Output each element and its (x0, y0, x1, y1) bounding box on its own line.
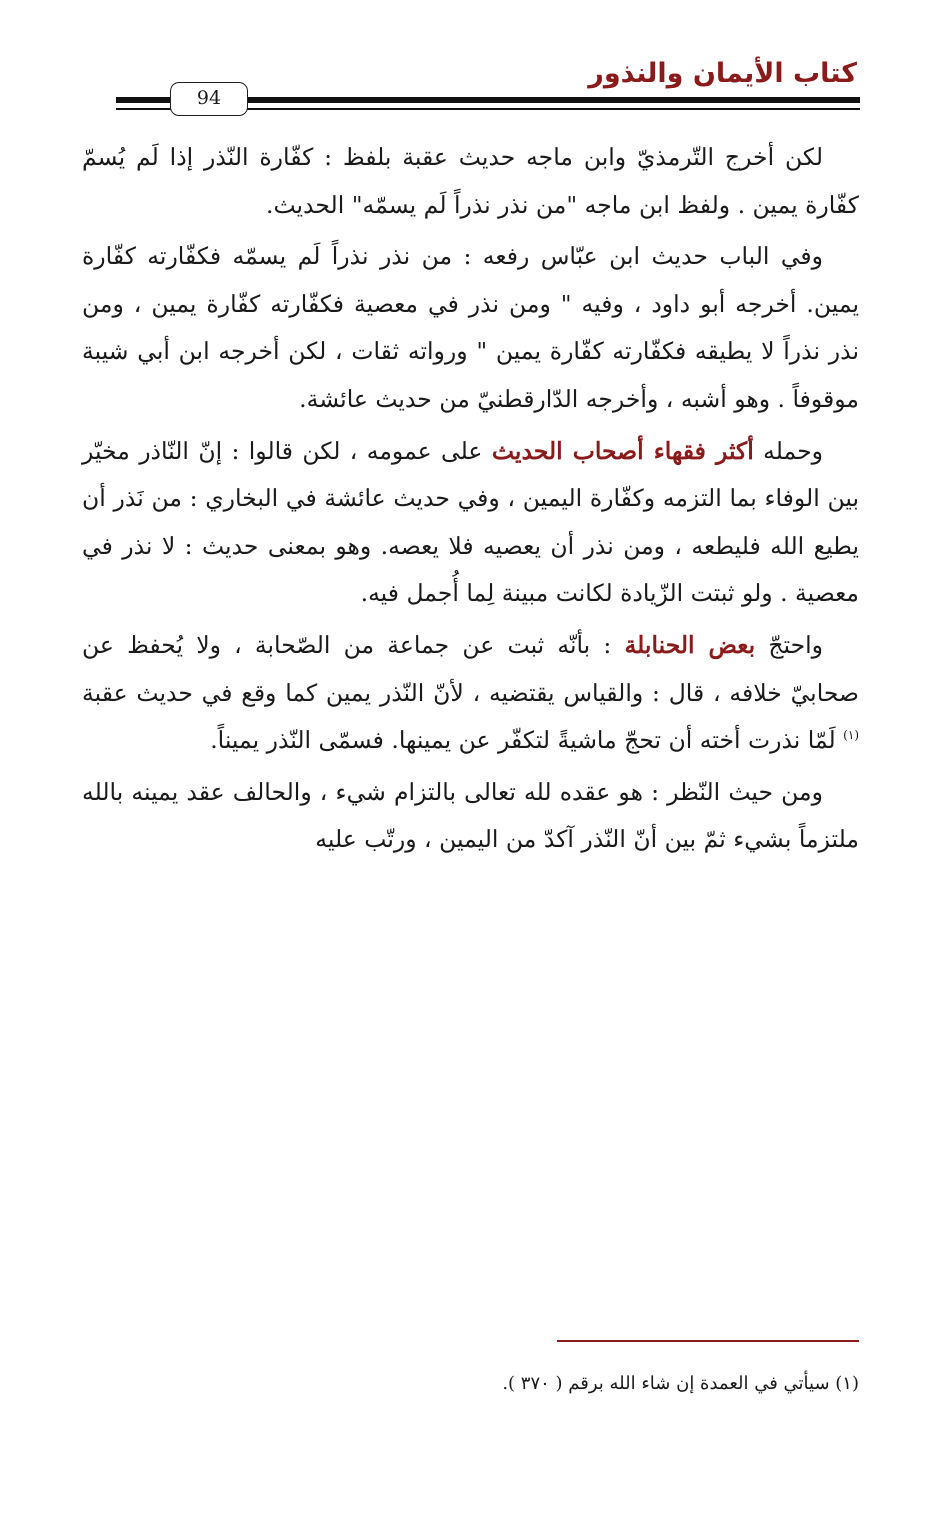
paragraph-3 (82, 428, 859, 618)
paragraph-4-middle: : بأنّه ثبت عن جماعة من الصّحابة ، ولا يُحفظ عن صحابيّ خلافه ، قال : والقياس يقتضيه ، لأنّ النّذر يمين كما وقع في حديث عقبة (82, 630, 859, 707)
paragraph-5: ومن حيث النّظر : هو عقده لله تعالى بالتزام شيء ، والحالف عقد يمينه بالله ملتزماً بشيء ثمّ بين أنّ النّذر آكدّ من اليمين ، ورتّب عليه (82, 777, 859, 854)
chapter-title: كتاب الأيمان والنذور (588, 58, 857, 89)
footnote-separator (557, 1340, 859, 1342)
paragraph-4 (82, 622, 859, 765)
paragraph-2: وفي الباب حديث ابن عبّاس رفعه : من نذر نذراً لَم يسمّه فكفّارته كفّارة يمين. أخرجه أبو داود ، وفيه " ومن نذر في معصية فكفّارته كفّارة يمين ، ومن نذر نذراً لا يطيقه فكفّارته كفّارة يمين " ورواته ثقات ، لكن أخرجه ابن أبي شيبة موقوفاً . وهو أشبه ، وأخرجه الدّارقطنيّ من حديث عائشة. (82, 242, 859, 413)
paragraph-1: لكن أخرج التّرمذيّ وابن ماجه حديث عقبة بلفظ : كفّارة النّذر إذا لَم يُسمّ كفّارة يمين . ولفظ ابن ماجه "من نذر نذراً لَم يسمّه" الحديث. (82, 143, 859, 219)
paragraph-3-rest: على عمومه ، لكن قالوا : إنّ النّاذر مخيّر بين الوفاء بما التزمه وكفّارة اليمين ، وفي حديث عائشة في البخاري : من نَذر أن يطيع الله فليطعه ، ومن نذر أن يعصيه فلا يعصه. وهو بمعنى حديث : لا نذر في معصية . ولو ثبتت الزّيادة لكانت مبينة لِما أُجمل فيه. (82, 436, 859, 608)
paragraph-3-start: وحمله (753, 436, 823, 465)
footnote: (١) سيأتي في العمدة إن شاء الله برقم ( ٣٧٠ ). (502, 1373, 859, 1394)
highlight-some-hanbalis: بعض الحنابلة (624, 630, 756, 659)
highlight-most-hadith-jurists: أكثر فقهاء أصحاب الحديث (491, 436, 754, 465)
page-number: 94 (170, 82, 248, 116)
paragraph-4-start: واحتجّ (755, 630, 823, 659)
paragraph-4-rest: لَمّا نذرت أخته أن تحجّ ماشيةً لتكفّر عن يمينها. فسمّى النّذر يميناً. (210, 726, 844, 755)
footnote-reference[interactable]: (١) (843, 728, 859, 743)
main-text (82, 134, 859, 868)
